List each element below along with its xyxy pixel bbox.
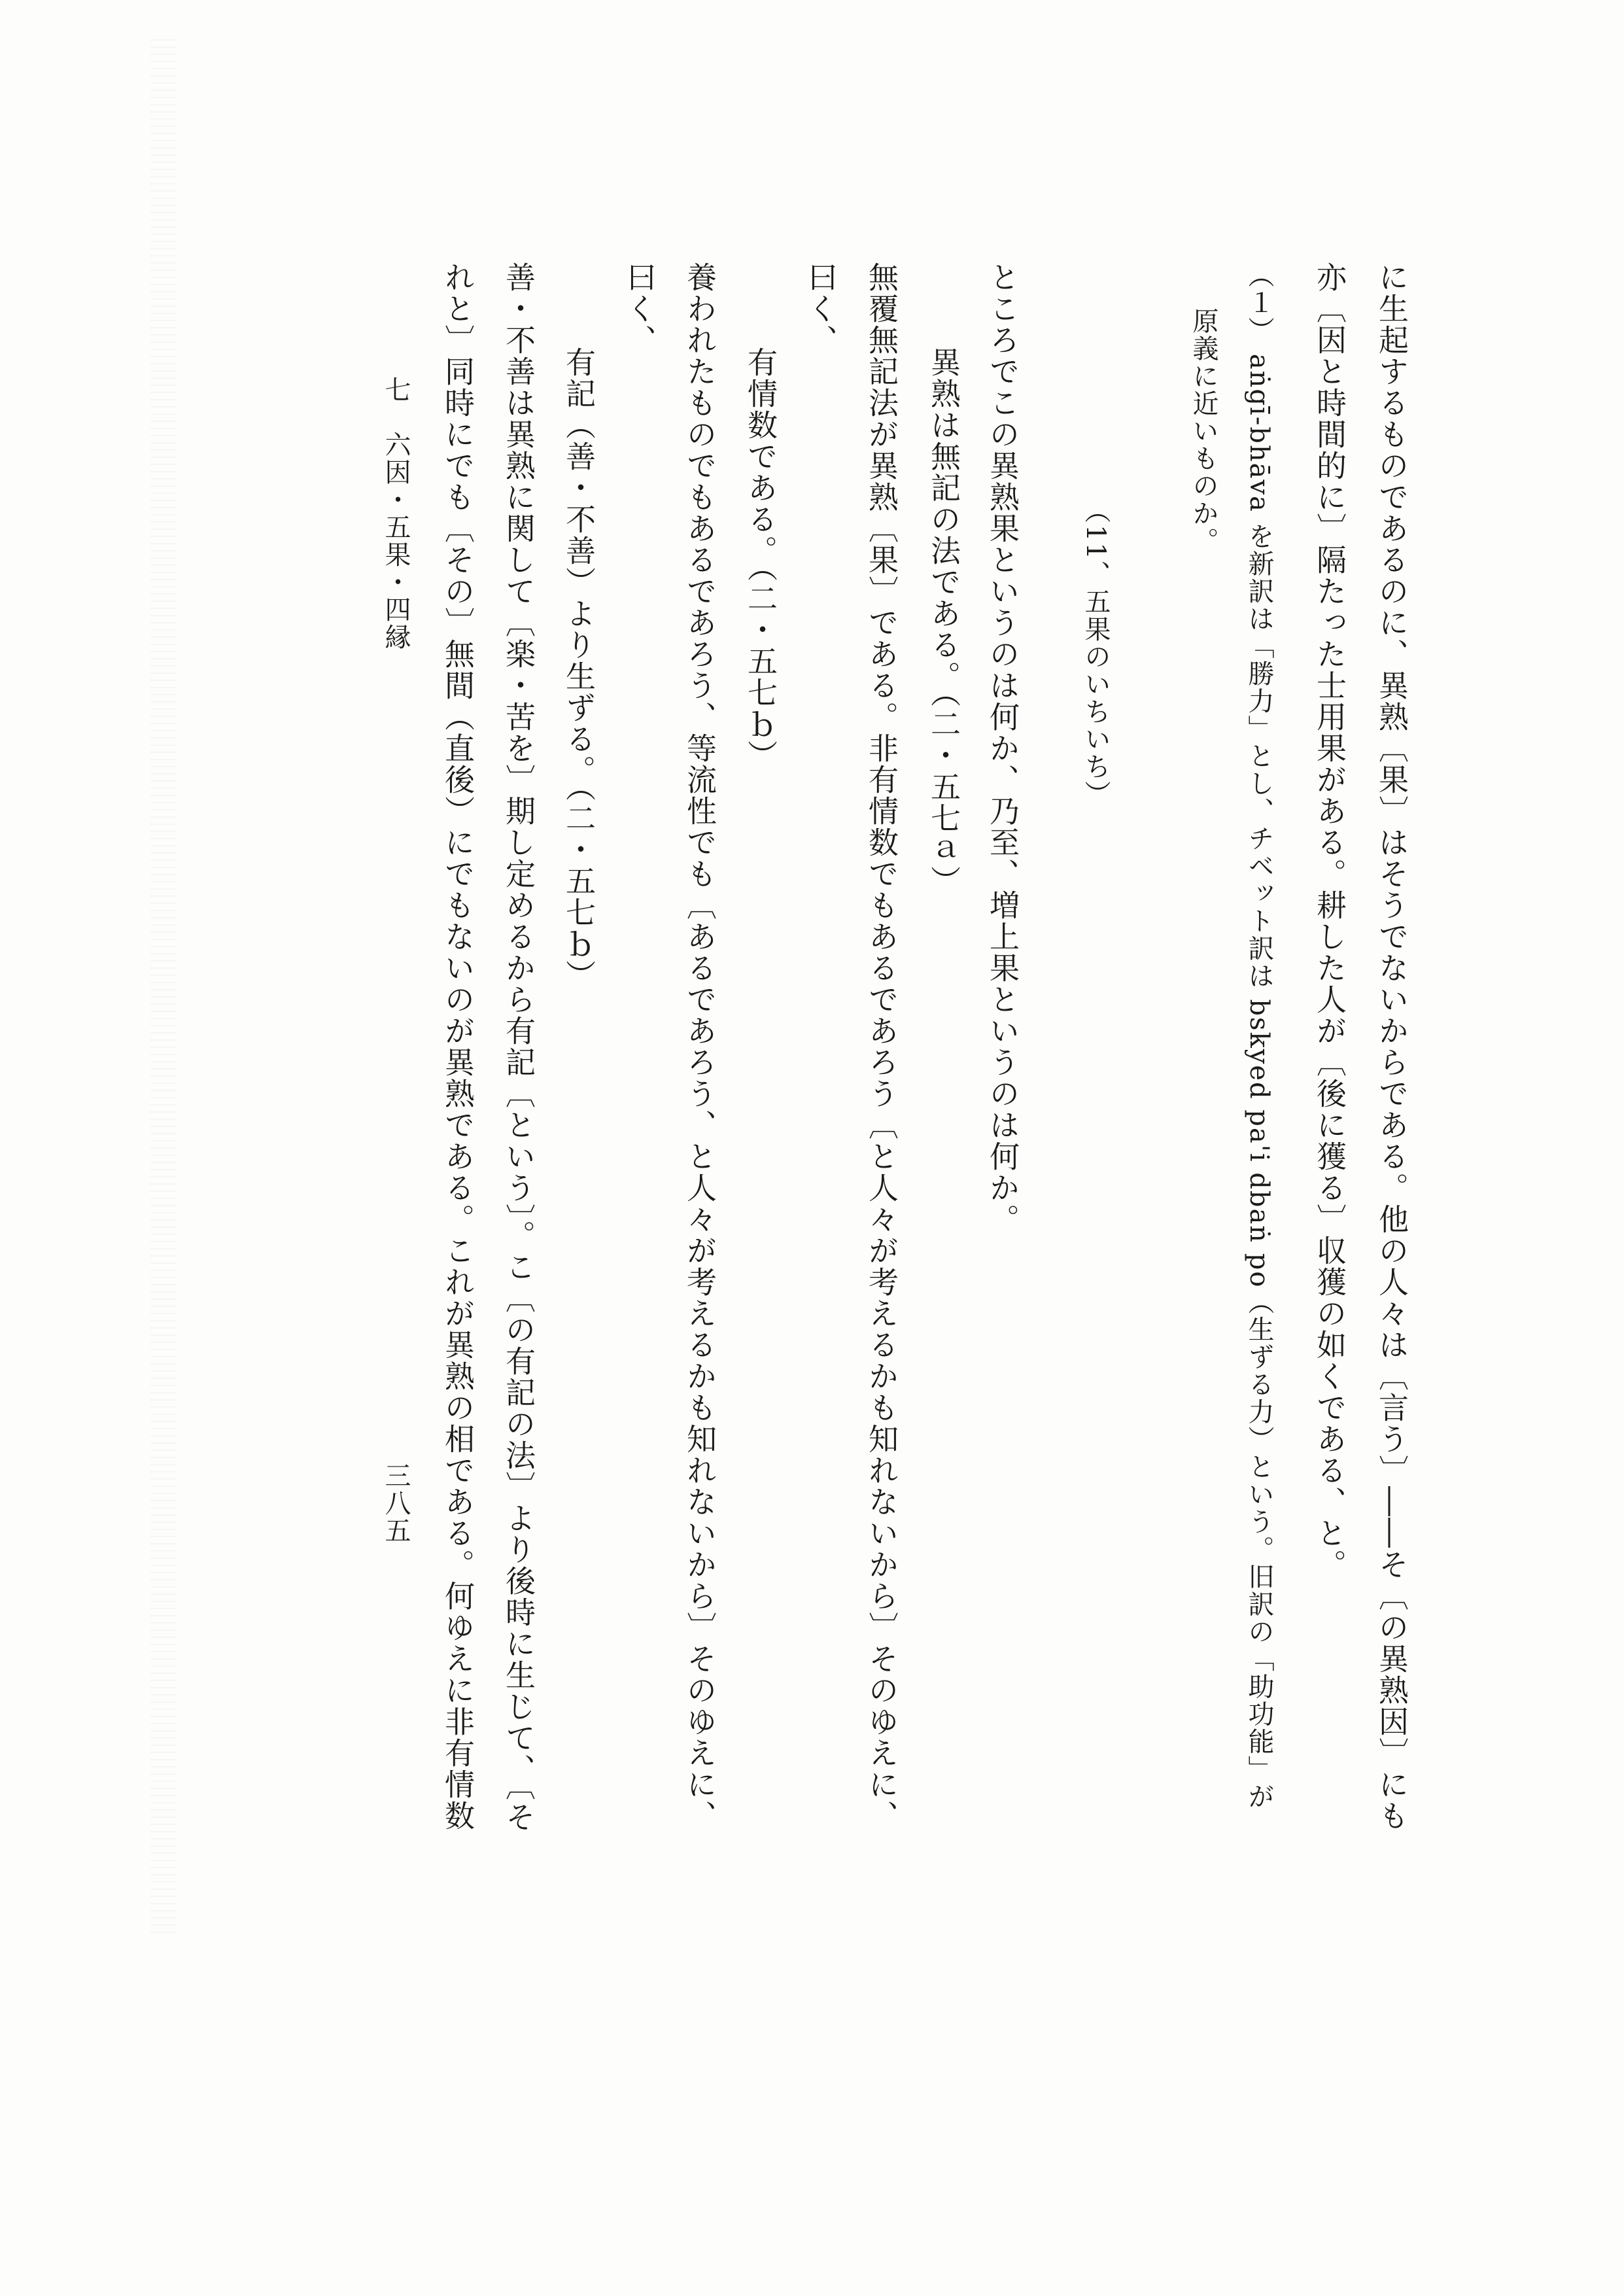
footnote-line-2: 原義に近いものか。: [1188, 307, 1218, 555]
text-line-6: 養われたものでもあるであろう、等流性でも〔あるであろう、と人々が考えるかも知れないから〕そのゆえに、: [682, 262, 717, 1832]
page-number: 三八五: [381, 1462, 411, 1544]
text-line-4: 無覆無記法が異熟〔果〕である。非有情数でもあるであろう〔と人々が考えるかも知れないから〕そのゆえに、: [864, 262, 899, 1832]
section-heading: （11、五果のいちいち）: [1080, 497, 1111, 808]
scan-edge-noise: [150, 39, 177, 1936]
text-line-3: ところでこの異熟果というのは何か、乃至、増上果というのは何か。: [985, 262, 1020, 1235]
verse-line-2: 有情数である。（二・五七ｂ）: [743, 347, 778, 771]
text-line-1: に生起するものであるのに、異熟〔果〕はそうでないからである。他の人々は〔言う〕――そ〔の異熟因〕にも: [1374, 262, 1409, 1832]
text-line-8: 善・不善は異熟に関して〔楽・苦を〕期し定めるから有記〔という〕。こ〔の有記の法〕より後時に生じて、〔そ: [501, 262, 536, 1833]
footnote-line-1: （１） aṅgī-bhāva を新訳は「勝力」とし、チベット訳は bskyed pa'i dbaṅ po（生ずる力）という。旧訳の「助功能」が: [1244, 262, 1274, 1811]
text-line-7: 曰く、: [622, 262, 657, 356]
verse-line-3: 有記（善・不善）より生ずる。（二・五七ｂ）: [561, 347, 596, 991]
verse-line-1: 異熟は無記の法である。（二・五七ａ）: [926, 347, 961, 897]
text-line-2: 亦〔因と時間的に〕隔たった士用果がある。耕した人が〔後に獲る〕収獲の如くである、と。: [1312, 262, 1347, 1580]
text-line-9: れと〕同時にでも〔その〕無間（直後）にでもないのが異熟である。これが異熟の相である。何ゆえに非有情数: [440, 262, 475, 1832]
running-head: 七 六因・五果・四縁: [381, 376, 411, 651]
text-line-5: 曰く、: [803, 262, 838, 356]
